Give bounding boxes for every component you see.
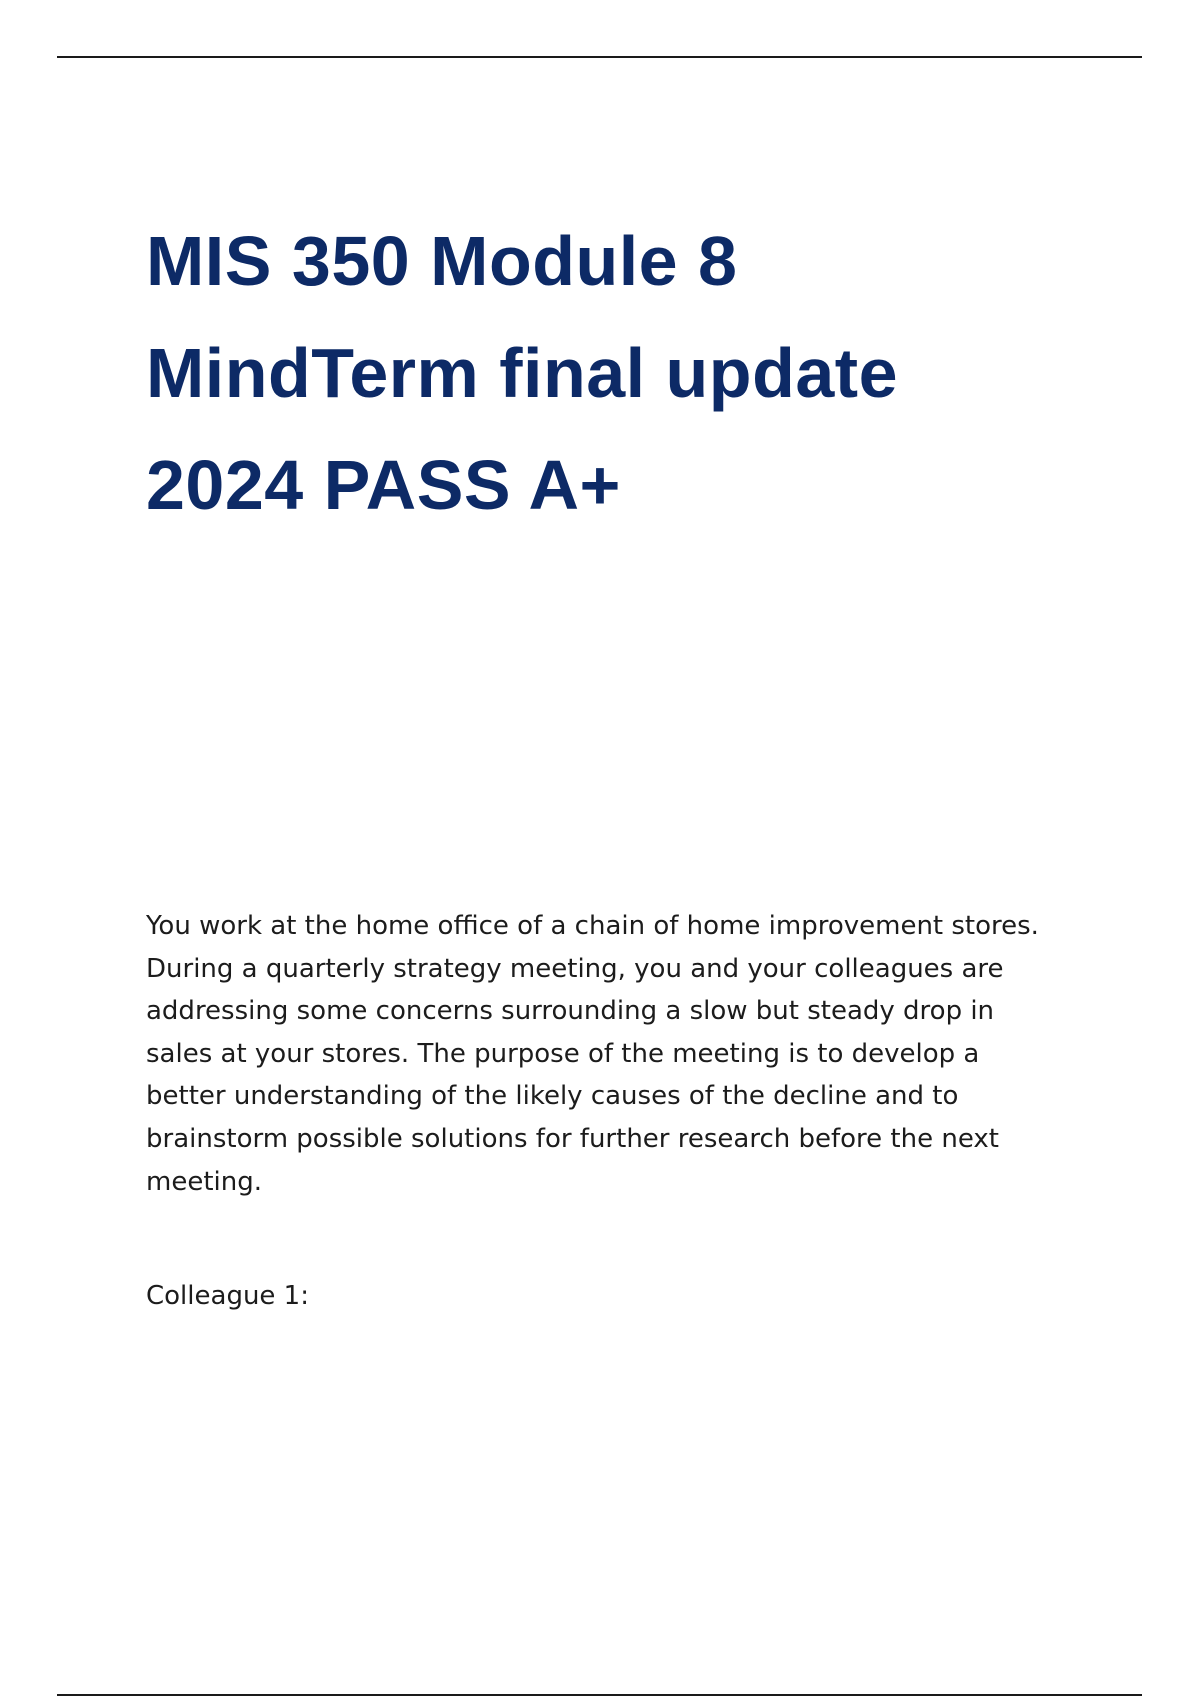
top-divider [57, 56, 1142, 58]
paragraph-line-5: better understanding of the likely causes of the decline and to [146, 1081, 959, 1112]
paragraph-line-4: sales at your stores. The purpose of the meeting is to develop a [146, 1038, 980, 1069]
title-line-2: MindTerm final update [146, 334, 898, 412]
title-line-3: 2024 PASS A+ [146, 446, 621, 524]
paragraph-line-1: You work at the home office of a chain of home improvement stores. [146, 911, 1039, 941]
bottom-divider [57, 1694, 1142, 1696]
document-title [146, 205, 1146, 541]
paragraph-line-3: addressing some concerns surrounding a slow but steady drop in [146, 996, 995, 1027]
paragraph-line-7: meeting. [146, 1166, 262, 1197]
title-line-1: MIS 350 Module 8 [146, 222, 738, 300]
intro-paragraph [146, 905, 1096, 1203]
paragraph-line-6: brainstorm possible solutions for further research before the next [146, 1123, 999, 1154]
paragraph-line-2: During a quarterly strategy meeting, you and your colleagues are [146, 953, 1004, 984]
colleague-label: Colleague 1: [146, 1281, 309, 1311]
